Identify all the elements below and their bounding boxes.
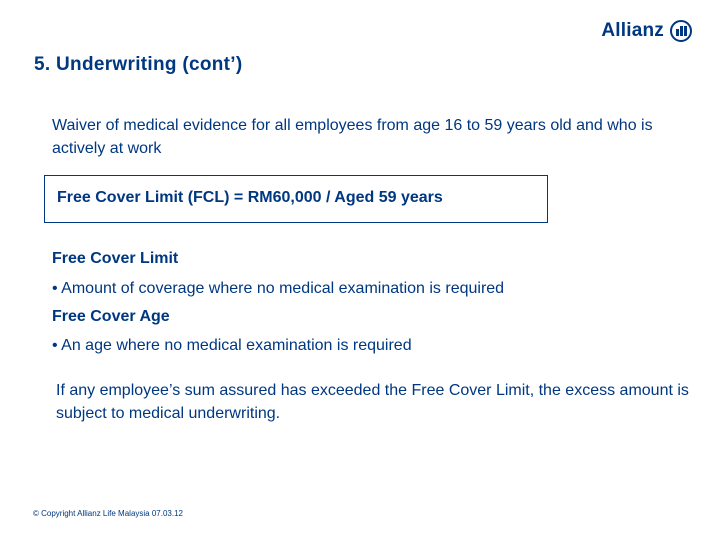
- allianz-logo: [601, 20, 692, 42]
- copyright-footer: © Copyright Allianz Life Malaysia 07.03.12: [33, 509, 183, 518]
- fcl-text: Free Cover Limit (FCL) = RM60,000 / Aged 59 years: [57, 189, 443, 206]
- definition-term-fcl: Free Cover Limit: [52, 250, 179, 267]
- allianz-eagle-icon: [670, 20, 692, 42]
- intro-text: Waiver of medical evidence for all employees from age 16 to 59 years old and who is actively at work: [52, 117, 653, 157]
- definition-bullet-fca: • An age where no medical examination is required: [52, 337, 412, 354]
- slide-title: 5. Underwriting (cont’): [34, 54, 243, 75]
- note-text: If any employee’s sum assured has exceeded the Free Cover Limit, the excess amount is subject to medical underwriting.: [56, 382, 689, 422]
- definition-bullet-fcl: • Amount of coverage where no medical examination is required: [52, 280, 505, 297]
- logo-text: Allianz: [601, 20, 664, 41]
- fcl-box: [44, 175, 548, 223]
- definition-term-fca: Free Cover Age: [52, 308, 170, 325]
